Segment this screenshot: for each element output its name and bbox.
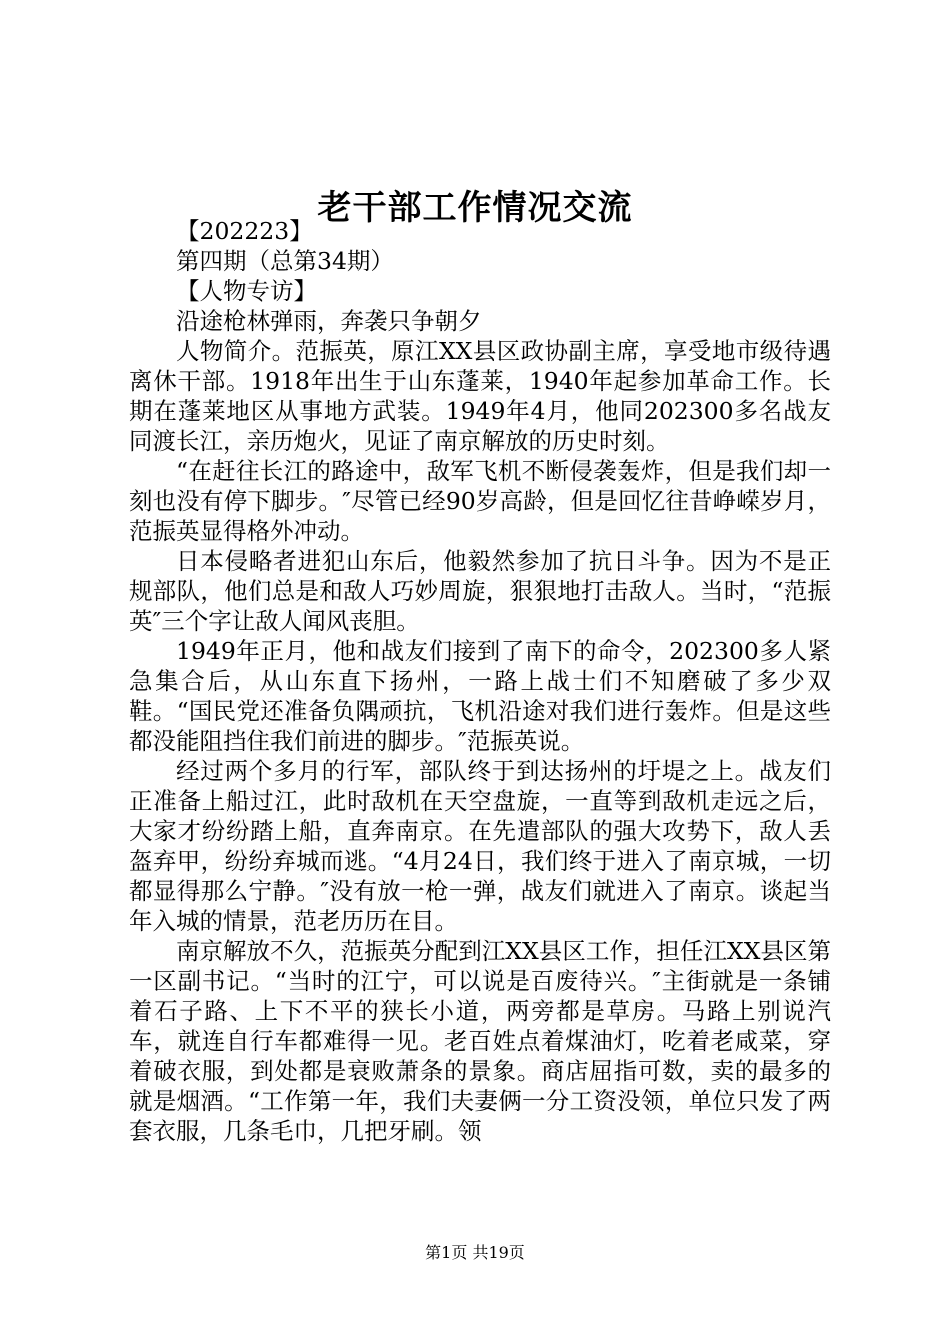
document-title: 老干部工作情况交流 <box>317 188 633 228</box>
body-paragraph: 经过两个多月的行军，部队终于到达扬州的圩堤之上。战友们正准备上船过江，此时敌机在天空盘旋，一直等到敌机走远之后，大家才纷纷踏上船，直奔南京。在先遣部队的强大攻势下，敌人丢盔弃甲，纷纷弃城而逃。“4月24日，我们终于进入了南京城，一切都显得那么宁静。″没有放一枪一弹，战友们就进入了南京。谈起当年入城的情景，范老历历在目。 <box>129 757 831 935</box>
body-paragraph: 南京解放不久，范振英分配到江XX县区工作，担任江XX县区第一区副书记。“当时的江宁，可以说是百废待兴。″主街就是一条铺着石子路、上下不平的狭长小道，两旁都是草房。马路上别说汽车，就连自行车都难得一见。老百姓点着煤油灯，吃着老咸菜，穿着破衣服，到处都是衰败萧条的景象。商店屈指可数，卖的最多的就是烟酒。“工作第一年，我们夫妻俩一分工资没领，单位只发了两套衣服，几条毛巾，几把牙刷。领 <box>129 937 831 1145</box>
issue-date: 【202223】 <box>176 217 313 245</box>
body-paragraph: “在赶往长江的路途中，敌军飞机不断侵袭轰炸，但是我们却一刻也没有停下脚步。″尽管已经90岁高龄，但是回忆往昔峥嵘岁月，范振英显得格外冲动。 <box>129 457 831 545</box>
body-paragraph: 人物简介。范振英，原江XX县区政协副主席，享受地市级待遇离休干部。1918年出生于山东蓬莱，1940年起参加革命工作。长期在蓬莱地区从事地方武装。1949年4月，他同202300多名战友同渡长江，亲历炮火，见证了南京解放的历史时刻。 <box>129 337 831 455</box>
body-paragraph: 日本侵略者进犯山东后，他毅然参加了抗日斗争。因为不是正规部队，他们总是和敌人巧妙周旋，狠狠地打击敌人。当时，“范振英″三个字让敌人闻风丧胆。 <box>129 547 831 635</box>
article-heading: 沿途枪林弹雨，奔袭只争朝夕 <box>176 307 482 335</box>
page-footer: 第1页 共19页 <box>425 1243 525 1262</box>
section-heading: 【人物专访】 <box>176 277 317 305</box>
document-body <box>129 216 831 1146</box>
body-paragraph: 1949年正月，他和战友们接到了南下的命令，202300多人紧急集合后，从山东直下扬州，一路上战士们不知磨破了多少双鞋。“国民党还准备负隅顽抗，飞机沿途对我们进行轰炸。但是这些都没能阻挡住我们前进的脚步。″范振英说。 <box>129 637 831 755</box>
issue-number: 第四期（总第34期） <box>176 247 394 275</box>
